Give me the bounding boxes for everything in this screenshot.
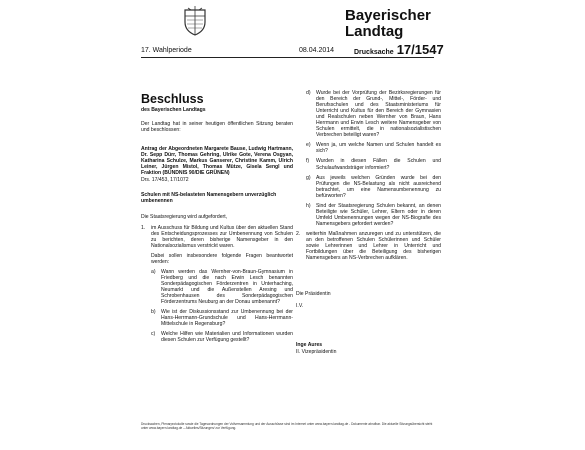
subitem-key: c) [151, 331, 156, 338]
subitem-text: Wie ist der Diskussionsstand zur Umbenennung bei der Hans-Herrmann-Grundschule und Hans-Herrmann-Mittelschule in Regensburg? [161, 309, 293, 328]
list-item [151, 269, 293, 305]
item-number: 1. [141, 224, 146, 231]
left-column [141, 92, 293, 351]
list-item [306, 158, 441, 170]
subitem-text: Wurde bei der Vorprüfung der Bezirksregierungen für den Bereich der Grund-, Mittel-, Förder- und Berufsschulen und des Staatsministeriums für Unterricht und Kultus für den Bereich der Gymnasien und Realschulen neben Wernher von Braun, Hans Herrmann und Erwin Lesch weitere Namensgeber von Schulen ermittelt, die in nationalsozialistischen Verbrechen beteiligt waren? [316, 90, 441, 139]
subitem-text: Wann werden das Wernher-von-Braun-Gymnasium in Friedberg und die nach Erwin Lesch benannten Sonderpädagogischen Förderzentren in Unterhaching, Neumarkt und die Außenstellen Aresing und Schrobenhausen des Sonderpädagogischen Förderzentrums Neuburg an der Donau umbenannt? [161, 268, 293, 306]
signer-role: II. Vizepräsidentin [296, 349, 337, 356]
list-item [306, 142, 441, 154]
subitem-text: Welche Hilfen wie Materialien und Informationen wurden diesen Schulen zur Verfügung gestellt? [161, 331, 293, 344]
list-item [306, 203, 441, 227]
item-text: im Ausschuss für Bildung und Kultus über den aktuellen Stand des Entscheidungsprozesses zur Umbenennung von Schulen zu berichten, deren bisherige Namensgeber in den Nationalsozialismus verstrickt waren. [151, 224, 293, 249]
subitem-key: h) [306, 202, 311, 209]
footer-note: Drucksachen, Plenarprotokolle sowie die Tagesordnungen der Vollversammlung und der Ausschüsse sind im Internet unter www.bayern.landtag.de - Dokumente abrufbar. Die aktuelle Sitzungsübersicht steht unter www.bayern.landtag.de – Aktuelles/Sitzungen/ zur Verfügung. [141, 422, 433, 430]
document-subtitle: des Bayerischen Landtags [141, 107, 206, 113]
list-item [306, 90, 441, 138]
document-title: Beschluss [141, 92, 204, 106]
subitem-key: g) [306, 174, 311, 181]
drucksache [354, 42, 444, 57]
brand-line-2: Landtag [345, 23, 404, 40]
list-item [141, 225, 293, 348]
subitem-text: Sind der Staatsregierung Schulen bekannt, an denen Beteiligte wie Schüler, Lehrer, Eltern oder in deren Umfeld Umbenennungen wegen der NS-Biografie des Namensgebers gefordert werden? [316, 202, 441, 227]
subitem-key: e) [306, 142, 311, 149]
item-subtext: Dabei sollen insbesondere folgende Fragen beantwortet werden: [151, 252, 293, 265]
signer-name: Inge Aures [296, 342, 323, 349]
intro-text: Der Landtag hat in seiner heutigen öffentlichen Sitzung beraten und beschlossen: [141, 121, 293, 134]
drucksache-number: 17/1547 [396, 42, 444, 57]
subitem-key: f) [306, 158, 310, 165]
drucksache-label: Drucksache [354, 49, 394, 56]
document-date: 08.04.2014 [299, 47, 335, 54]
item-number: 2. [296, 230, 301, 237]
list-item [296, 231, 441, 261]
list-item [151, 309, 293, 327]
subitem-text: Aus jeweils welchen Gründen wurde bei den Prüfungen die NS-Belastung als nicht ausreichend betrachtet, um eine Namensumbenennung zu befürworten? [316, 174, 441, 199]
antrag-text: Antrag der Abgeordneten Margarete Bause, Ludwig Hartmann, Dr. Sepp Dürr, Thomas Gehring, Ulrike Gote, Verena Osgyan, Katharina Schulze, Markus Ganserer, Christine Kamm, Ulrich Leiner, Jürgen Mistol, Thomas Mütze, Gisela Sengl und Fraktion (BÜNDNIS 90/DIE GRÜNEN) [141, 146, 293, 177]
list-item [151, 331, 293, 343]
subitem-text: Wurden in diesen Fällen die Schulen und Schulaufwandsträger informiert? [316, 158, 441, 171]
subitem-key: b) [151, 309, 156, 316]
drs-reference: Drs. 17/453, 17/1072 [141, 177, 189, 184]
subitem-key: d) [306, 90, 311, 96]
subitem-text: Wenn ja, um welche Namen und Schulen handelt es sich? [316, 142, 441, 155]
bavarian-coat-of-arms-icon [182, 6, 208, 36]
topic-title: Schulen mit NS-belasteten Namensgebern unverzüglich umbenennen [141, 192, 277, 205]
election-period: 17. Wahlperiode [141, 47, 192, 54]
header-rule [141, 57, 434, 58]
president-title: Die Präsidentin [296, 291, 331, 298]
subitem-key: a) [151, 268, 156, 275]
item-text: weiterhin Maßnahmen anzuregen und zu unterstützen, die an den betroffenen Schulen Schülerinnen und Schüler sowie Lehrerinnen und Lehrer in Unterricht und Fortbildungen über die Beteiligung des bisherigen Namensgebers an NS-Verbrechen aufklären. [306, 230, 441, 262]
brand-line-1: Bayerischer [345, 7, 431, 24]
iv-marker: I.V. [296, 303, 304, 310]
request-text: Die Staatsregierung wird aufgefordert, [141, 213, 228, 220]
brand-title [345, 8, 431, 40]
right-column [296, 90, 441, 360]
list-item [306, 175, 441, 199]
